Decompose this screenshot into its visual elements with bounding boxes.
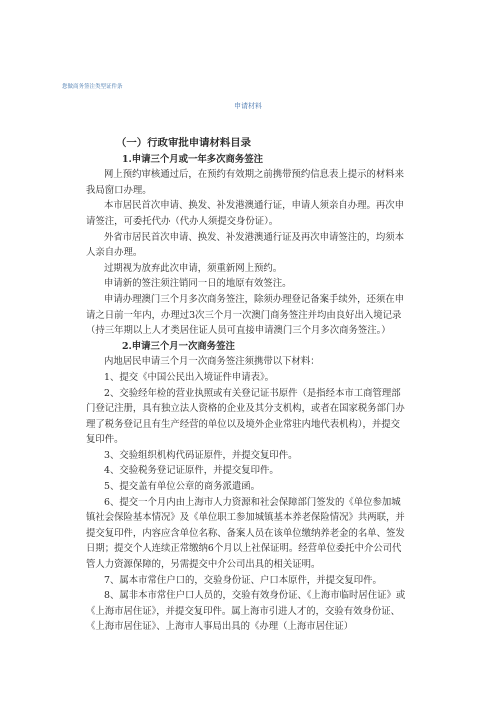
paragraph: 外省市居民首次申请、换发、补发港澳通行证及再次申请签注的，均须本人亲自办理。 [86,231,405,259]
list-item: 7、属本市常住户口的，交验身份证、户口本原件，并提交复印件。 [104,574,382,586]
section-title: （一）行政审批申请材料目录 [116,137,252,149]
paragraph: 内地居民申请三个月一次商务签注须携带以下材料： [104,356,320,368]
header-tag: 您做商务签注类型证件条 [62,84,123,90]
list-item: 8、属非本市常住户口人员的，交验有效身份证、《上海市临时居住证》或《上海市居住证》，并提交复印件。属上海市引进人才的，交验有效身份证、《上海市居住证》、上海市人事局出具的《办理（上海市居住证） [86,590,406,633]
list-item: 3、交验组织机构代码证原件，并提交复印件。 [104,449,298,461]
heading-single-entry-business-endorsement: 2.申请三个月一次商务签注 [122,340,235,352]
heading-multi-entry-business-endorsement: 1.申请三个月或一年多次商务签注 [122,153,264,165]
list-item: 2、交验经年检的营业执照或有关登记证书原件（是指经本市工商管理部门登记注册，具有独立法人资格的企业及其分支机构，或者在国家税务部门办理了税务登记且有生产经营的单位以及境外企业常驻内地代表机构），并提交复印件。 [86,387,405,446]
paragraph: 申请新的签注须注销同一日的地原有效签注。 [104,278,292,290]
list-item: 4、交验税务登记证原件，并提交复印件。 [104,465,279,477]
list-item: 6、提交一个月内由上海市人力资源和社会保障部门签发的《单位参加城镇社会保险基本情况》及《单位职工参加城镇基本养老保险情况》共两联，并提交复印件，内容应含单位名称、备案人员在该单位缴纳养老金的名单、签发日期；提交个人连续正常缴纳6个月以上社保证明。经营单位委托中介公司代管人力资源保障的，另需提交中介公司出具的相关证明。 [86,496,405,571]
list-item: 5、提交盖有单位公章的商务派遣函。 [104,481,260,493]
paragraph: 本市居民首次申请、换发、补发港澳通行证，申请人须亲自办理。再次申请签注，可委托代办（代办人须提交身份证）。 [86,200,405,227]
page-subtitle: 申请材料 [234,102,262,110]
paragraph: 网上预约审核通过后，在预约有效期之前携带预约信息表上提示的材料来我局窗口办理。 [86,169,405,196]
document-body [86,136,406,635]
list-item: 1、提交《中国公民出入境证件申请表》。 [104,371,275,383]
paragraph: 过期视为放弃此次申请，须重新网上预约。 [104,262,283,274]
paragraph: 申请办理澳门三个月多次商务签注，除须办理登记备案手续外，还须在申请之日前一年内，办理过3次三个月一次澳门商务签注并均由良好出入境记录（持三年期以上人才类居住证人员可直接申请澳门三个月多次商务签注。） [86,293,405,337]
